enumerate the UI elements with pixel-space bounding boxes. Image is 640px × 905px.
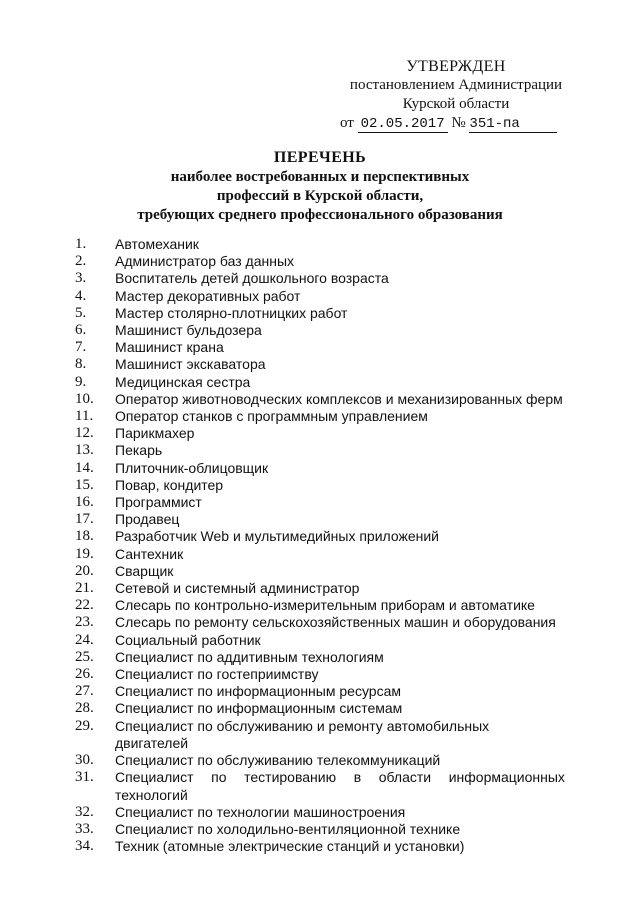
list-item bbox=[75, 649, 565, 666]
list-item-number: 17. bbox=[75, 511, 94, 528]
number-sign: № bbox=[451, 115, 466, 131]
list-item-number: 20. bbox=[75, 562, 94, 579]
list-item-number: 33. bbox=[75, 820, 94, 837]
list-item bbox=[75, 718, 565, 752]
document-title: ПЕРЕЧЕНЬ bbox=[273, 149, 367, 166]
list-item-number: 7. bbox=[75, 339, 87, 356]
heading-line-2: профессий в Курской области, bbox=[216, 188, 424, 204]
list-item-text: Специалист по информационным системам bbox=[115, 700, 403, 717]
list-item-number: 23. bbox=[75, 614, 94, 631]
list-item-text: Мастер столярно-плотницких работ bbox=[115, 304, 348, 321]
list-item bbox=[75, 322, 565, 339]
list-item bbox=[75, 374, 565, 391]
list-item-number: 22. bbox=[75, 597, 94, 614]
list-item bbox=[75, 632, 565, 649]
date-prefix: от bbox=[340, 115, 354, 131]
list-item bbox=[75, 270, 565, 287]
approval-stamp bbox=[340, 57, 572, 133]
approval-line-2: Курской области bbox=[402, 96, 510, 112]
list-item-word: в bbox=[353, 769, 362, 786]
list-item-text bbox=[115, 769, 565, 786]
approval-line-1: постановлением Администрации bbox=[349, 77, 563, 93]
list-item-number: 27. bbox=[75, 683, 94, 700]
list-item-number: 1. bbox=[75, 236, 87, 252]
list-item-number: 4. bbox=[75, 287, 87, 304]
list-item-text: Администратор баз данных bbox=[115, 253, 295, 270]
list-item-text: Специалист по обслуживанию телекоммуникаций bbox=[115, 752, 441, 769]
list-item-number: 30. bbox=[75, 752, 94, 769]
list-item-number: 6. bbox=[75, 322, 87, 339]
list-item-number: 25. bbox=[75, 648, 94, 665]
list-item-text: Специалист по технологии машиностроения bbox=[115, 803, 406, 820]
list-item bbox=[75, 614, 565, 631]
list-item-text: Специалист по обслуживанию и ремонту автомобильных двигателей bbox=[115, 717, 490, 751]
list-item-text: Специалист по аддитивным технологиям bbox=[115, 648, 384, 665]
list-item-word: по bbox=[211, 769, 227, 786]
profession-list bbox=[75, 236, 565, 855]
list-item bbox=[75, 838, 565, 855]
list-item-text: Сварщик bbox=[115, 562, 174, 579]
list-item bbox=[75, 804, 565, 821]
approval-date: 02.05.2017 bbox=[358, 117, 448, 133]
list-item-text: Слесарь по ремонту сельскохозяйственных машин и оборудования bbox=[115, 614, 556, 631]
list-item bbox=[75, 666, 565, 683]
list-item-number: 13. bbox=[75, 442, 94, 459]
list-item bbox=[75, 511, 565, 528]
list-item-text: Программист bbox=[115, 494, 202, 511]
list-item bbox=[75, 477, 565, 494]
list-item bbox=[75, 356, 565, 373]
list-item-text: Воспитатель детей дошкольного возраста bbox=[115, 270, 389, 287]
list-item-text: Слесарь по контрольно-измерительным приборам и автоматике bbox=[115, 597, 535, 614]
list-item-text: Медицинская сестра bbox=[115, 373, 251, 390]
list-item bbox=[75, 769, 565, 803]
list-item bbox=[75, 752, 565, 769]
list-item-word: информационных bbox=[448, 769, 565, 786]
list-item-text: Автомеханик bbox=[115, 236, 199, 252]
list-item-number: 5. bbox=[75, 304, 87, 321]
list-item-word: области bbox=[378, 769, 432, 786]
list-item-text: Оператор животноводческих комплексов и механизированных ферм bbox=[115, 390, 563, 407]
list-item-text: Разработчик Web и мультимедийных приложений bbox=[115, 528, 440, 545]
list-item-text: Машинист экскаватора bbox=[115, 356, 266, 373]
list-item-number: 18. bbox=[75, 528, 94, 545]
list-item bbox=[75, 494, 565, 511]
list-item-number: 24. bbox=[75, 631, 94, 648]
list-item bbox=[75, 408, 565, 425]
list-item-number: 19. bbox=[75, 545, 94, 562]
list-item bbox=[75, 700, 565, 717]
list-item-number: 3. bbox=[75, 270, 87, 287]
approval-title: УТВЕРЖДЕН bbox=[406, 58, 506, 75]
list-item-text: Мастер декоративных работ bbox=[115, 287, 301, 304]
heading-line-3: требующих среднего профессионального образования bbox=[137, 207, 503, 223]
list-item bbox=[75, 546, 565, 563]
list-item-text: Сетевой и системный администратор bbox=[115, 580, 360, 597]
list-item-text: Машинист крана bbox=[115, 339, 224, 356]
list-item bbox=[75, 305, 565, 322]
list-item bbox=[75, 442, 565, 459]
list-item-number: 21. bbox=[75, 580, 94, 597]
list-item-number: 16. bbox=[75, 494, 94, 511]
list-item-text: Техник (атомные электрические станций и установки) bbox=[115, 838, 465, 855]
list-item-number: 26. bbox=[75, 666, 94, 683]
list-item-number: 29. bbox=[75, 717, 94, 734]
list-item-number: 8. bbox=[75, 356, 87, 373]
list-item-number: 10. bbox=[75, 390, 94, 407]
list-item bbox=[75, 580, 565, 597]
list-item bbox=[75, 288, 565, 305]
list-item-number: 28. bbox=[75, 700, 94, 717]
list-item bbox=[75, 683, 565, 700]
list-item-text: Машинист бульдозера bbox=[115, 322, 262, 339]
list-item bbox=[75, 597, 565, 614]
list-item-text: Продавец bbox=[115, 511, 180, 528]
list-item-word: Специалист bbox=[115, 769, 194, 786]
document-heading bbox=[0, 148, 640, 225]
list-item-text: Специалист по информационным ресурсам bbox=[115, 683, 401, 700]
list-item-text: Сантехник bbox=[115, 545, 184, 562]
list-item-text: Пекарь bbox=[115, 442, 163, 459]
list-item bbox=[75, 425, 565, 442]
list-item bbox=[75, 339, 565, 356]
list-item-text-continued: технологий bbox=[115, 786, 188, 803]
list-item bbox=[75, 563, 565, 580]
list-item-text: Плиточник-облицовщик bbox=[115, 459, 269, 476]
list-item-text: Парикмахер bbox=[115, 425, 195, 442]
list-item-text: Специалист по гостеприимству bbox=[115, 666, 319, 683]
list-item-number: 14. bbox=[75, 459, 94, 476]
list-item-number: 15. bbox=[75, 476, 94, 493]
list-item-word: тестированию bbox=[244, 769, 337, 786]
list-item bbox=[75, 236, 565, 253]
list-item-text: Специалист по холодильно-вентиляционной технике bbox=[115, 820, 461, 837]
list-item bbox=[75, 528, 565, 545]
list-item-number: 32. bbox=[75, 803, 94, 820]
list-item-number: 11. bbox=[75, 408, 94, 425]
list-item-text: Социальный работник bbox=[115, 631, 261, 648]
list-item-number: 34. bbox=[75, 838, 94, 855]
approval-date-line bbox=[340, 114, 572, 133]
list-item-number: 2. bbox=[75, 253, 87, 270]
list-item-number: 9. bbox=[75, 373, 87, 390]
heading-line-1: наиболее востребованных и перспективных bbox=[170, 169, 470, 185]
list-item-text: Оператор станков с программным управлением bbox=[115, 408, 428, 425]
approval-number: 351-па bbox=[469, 117, 557, 133]
list-item bbox=[75, 391, 565, 408]
list-item bbox=[75, 821, 565, 838]
list-item bbox=[75, 460, 565, 477]
list-item-number: 31. bbox=[75, 769, 94, 786]
list-item-text: Повар, кондитер bbox=[115, 476, 224, 493]
list-item bbox=[75, 253, 565, 270]
list-item-number: 12. bbox=[75, 425, 94, 442]
